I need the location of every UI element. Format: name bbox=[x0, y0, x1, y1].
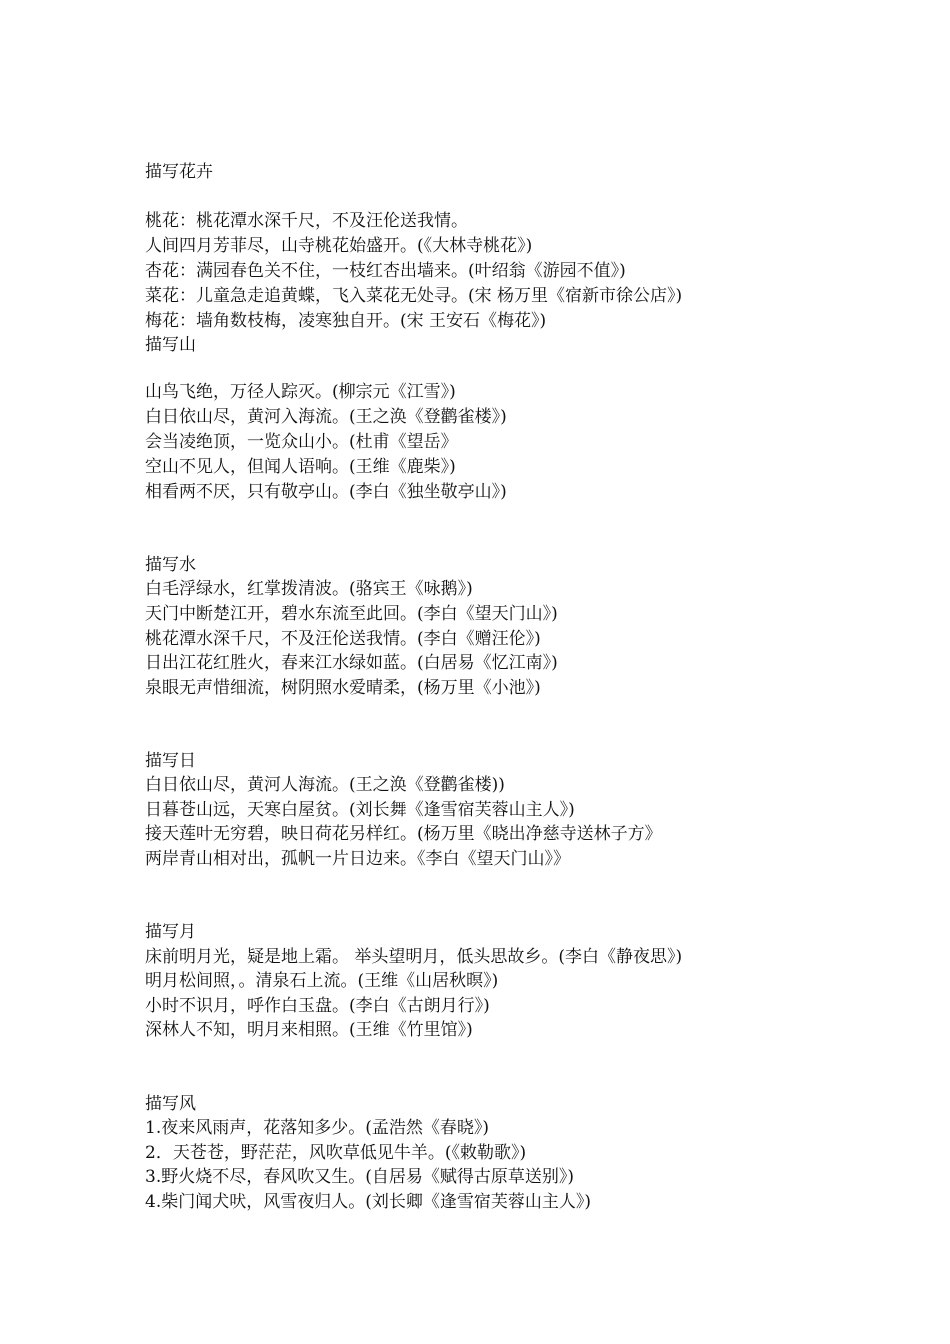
text-line: 两岸青山相对出，孤帆一片日边来。《李白《望天门山》》 bbox=[145, 849, 570, 869]
section-heading-moon: 描写月 bbox=[145, 922, 196, 942]
text-line: 1.夜来风雨声，花落知多少。(孟浩然《春晓》) bbox=[145, 1118, 489, 1138]
section-heading-flowers: 描写花卉 bbox=[145, 162, 213, 182]
text-line: 山鸟飞绝，万径人踪灭。(柳宗元《江雪》) bbox=[145, 382, 456, 402]
text-line: 接天莲叶无穷碧，映日荷花另样红。(杨万里《晓出净慈寺送林子方》 bbox=[145, 824, 662, 844]
text-line: 小时不识月，呼作白玉盘。(李白《古朗月行》) bbox=[145, 996, 490, 1016]
section-heading-mountains: 描写山 bbox=[145, 335, 196, 355]
text-line: 空山不见人，但闻人语响。(王维《鹿柴》) bbox=[145, 457, 456, 477]
text-line: 明月松间照，。清泉石上流。(王维《山居秋暝》) bbox=[145, 971, 499, 991]
section-heading-water: 描写水 bbox=[145, 555, 196, 575]
text-line: 白毛浮绿水，红掌拨清波。(骆宾王《咏鹅》) bbox=[145, 579, 473, 599]
section-heading-sun: 描写日 bbox=[145, 751, 196, 771]
text-line: 深林人不知，明月来相照。(王维《竹里馆》) bbox=[145, 1020, 473, 1040]
text-line: 4.柴门闻犬吠，风雪夜归人。(刘长卿《逢雪宿芙蓉山主人》) bbox=[145, 1192, 591, 1212]
text-line: 泉眼无声惜细流，树阴照水爱晴柔，(杨万里《小池》) bbox=[145, 678, 541, 698]
text-line: 相看两不厌，只有敬亭山。(李白《独坐敬亭山》) bbox=[145, 482, 507, 502]
text-line: 桃花：桃花潭水深千尺，不及汪伦送我情。 bbox=[145, 211, 468, 231]
text-line: 人间四月芳菲尽，山寺桃花始盛开。(《大林寺桃花》) bbox=[145, 236, 533, 256]
text-line: 床前明月光，疑是地上霜。 举头望明月，低头思故乡。(李白《静夜思》) bbox=[145, 947, 683, 967]
text-line: 白日依山尽，黄河入海流。(王之涣《登鹳雀楼》) bbox=[145, 407, 507, 427]
text-line: 2．天苍苍，野茫茫，风吹草低见牛羊。(《敕勒歌》) bbox=[145, 1143, 527, 1163]
text-line: 桃花潭水深千尺，不及汪伦送我情。(李白《赠汪伦》) bbox=[145, 629, 541, 649]
text-line: 日出江花红胜火，春来江水绿如蓝。(白居易《忆江南》) bbox=[145, 653, 558, 673]
text-line: 会当凌绝顶，一览众山小。(杜甫《望岳》 bbox=[145, 432, 458, 452]
section-heading-wind: 描写风 bbox=[145, 1094, 196, 1114]
text-line: 菜花：儿童急走追黄蝶，飞入菜花无处寻。(宋 杨万里《宿新市徐公店》) bbox=[145, 286, 683, 306]
text-line: 白日依山尽，黄河人海流。(王之涣《登鹳雀楼)) bbox=[145, 775, 505, 795]
text-line: 日暮苍山远，天寒白屋贫。(刘长舞《逢雪宿芙蓉山主人》) bbox=[145, 800, 575, 820]
text-line: 3.野火烧不尽，春风吹又生。(自居易《赋得古原草送别》) bbox=[145, 1167, 574, 1187]
text-line: 天门中断楚江开，碧水东流至此回。(李白《望天门山》) bbox=[145, 604, 558, 624]
text-line: 梅花：墙角数枝梅，凌寒独自开。(宋 王安石《梅花》) bbox=[145, 311, 547, 331]
text-line: 杏花：满园春色关不住，一枝红杏出墙来。(叶绍翁《游园不值》) bbox=[145, 261, 626, 281]
